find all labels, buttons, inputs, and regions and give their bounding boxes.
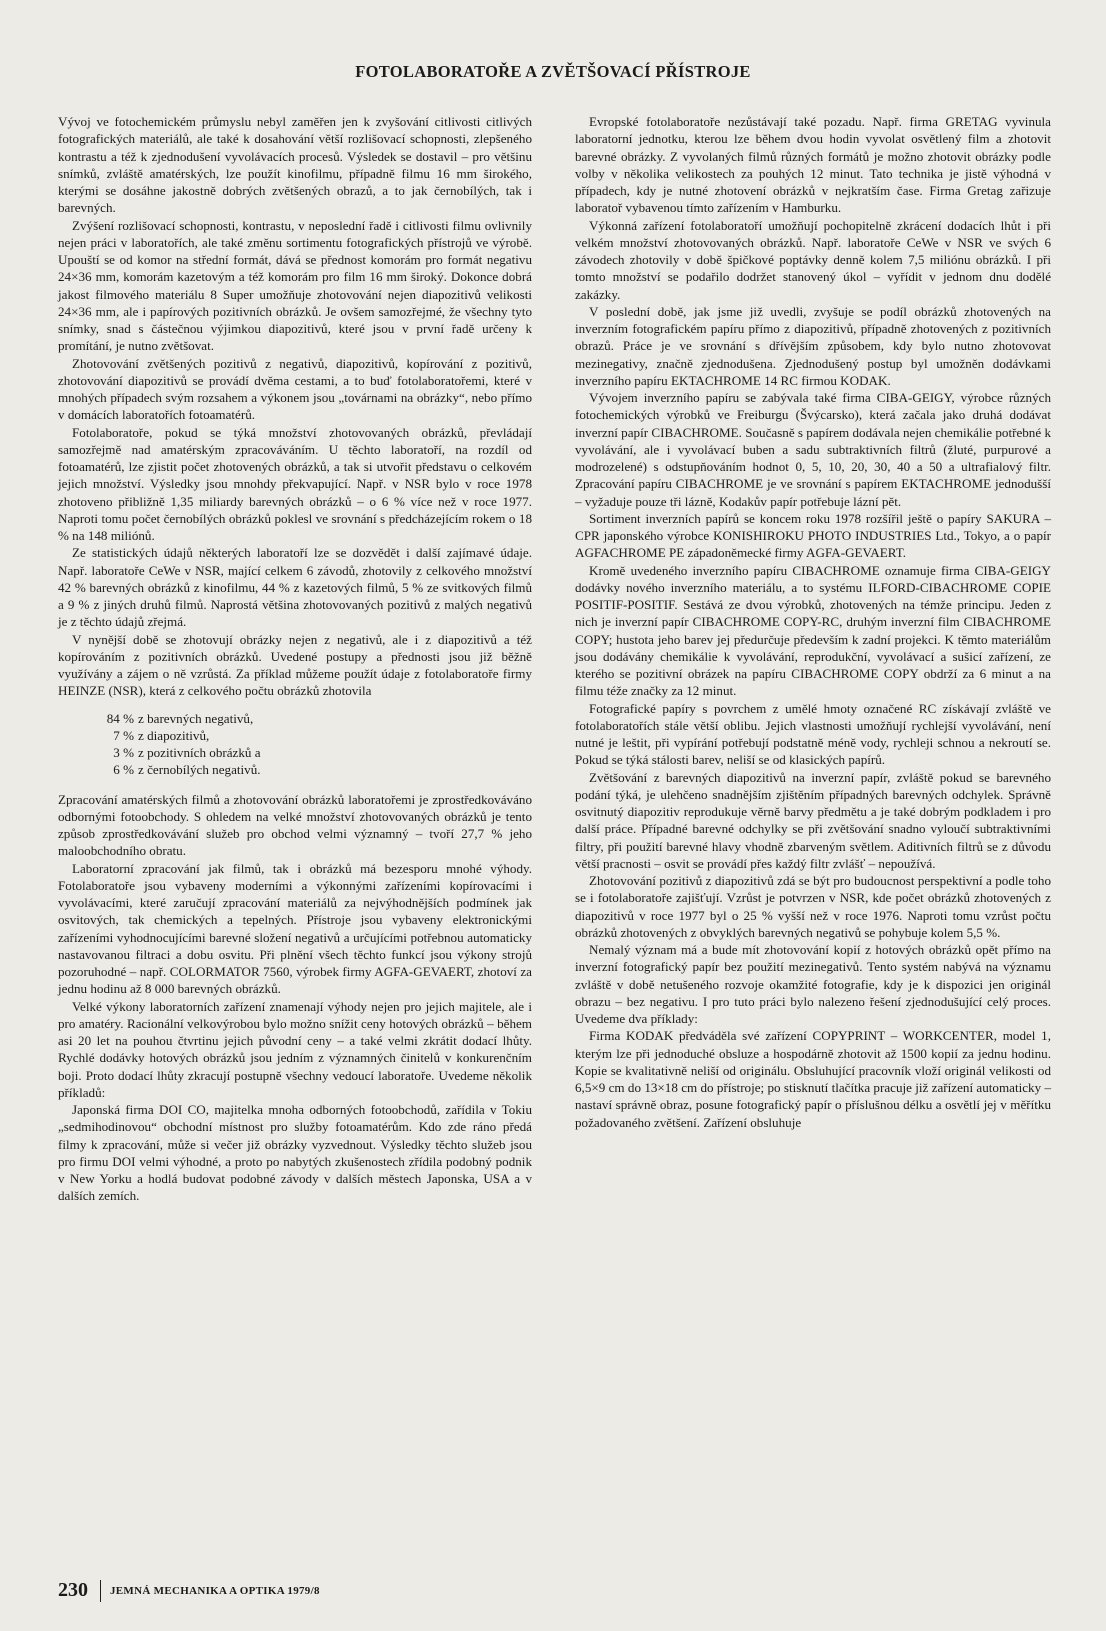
paragraph: Fotolaboratoře, pokud se týká množství zhotovovaných obrázků, převládají samozřejmě nad amatérským zpracováváním. U těchto laboratoří, na rozdíl od fotoamatérů, lze zjistit počet zhotovených obrázků, a tak si utvořit představu o celkovém jejich množství. Výsledky jsou mnohdy překvapující. Např. v NSR bylo v roce 1978 zhotoveno přibližně 1,35 miliardy barevných obrázků – o 6 % více než v roce 1977. Naproti tomu počet černobílých obrázků poklesl ve srovnání s předcházejícím rokem o 18 % na 148 miliónů. xyxy=(58,424,532,543)
paragraph: Vývoj ve fotochemickém průmyslu nebyl zaměřen jen k zvyšování citlivosti citlivých fotografických materiálů, ale také k dosahování větší rozlišovací schopnosti, zlepšeného kontrastu a též k zjednodušení vyvolávacích procesů. Výsledek se dostavil – pro většinu snímků, zvláště amatérských, lze použít kinofilmu, případně filmu 16 mm širokého, kterými se dosáhne jakostně dobrých zvětšených obrazů, a to jak černobílých, tak i barevných. xyxy=(58,114,532,216)
article-title: FOTOLABORATOŘE A ZVĚTŠOVACÍ PŘÍSTROJE xyxy=(355,62,751,81)
paragraph: Sortiment inverzních papírů se koncem roku 1978 rozšířil ještě o papíry SAKURA – CPR japonského výrobce KONISHIROKU PHOTO INDUSTRIES Ltd., Tokyo, a o papír AGFACHROME PE západoněmecké firmy AGFA-GEVAERT. xyxy=(575,510,1051,561)
paragraph: Firma KODAK předváděla své zařízení COPYPRINT – WORKCENTER, model 1, kterým lze při jednoduché obsluze a hospodárně zhotovit až 1500 kopií za jednu hodinu. Kopie se kvalitativně neliší od originálu. Obsluhující pracovník vloží originál velikosti od 6,5×9 cm do 13×18 cm do přístroje; po stisknutí tlačítka pracuje již zařízení automaticky – nastaví správně obraz, posune fotografický papír o příslušnou délku a osvětlí jej v měřítku požadovaného zvětšení. Zařízení obsluhuje xyxy=(575,1028,1051,1130)
paragraph: Ze statistických údajů některých laboratoří lze se dozvědět i další zajímavé údaje. Např. laboratoře CeWe v NSR, mající celkem 6 závodů, zhotovily z celkového množství 42 % barevných obrázků z kinofilmu, 44 % z kazetových filmů, 5 % ze svitkových filmů a 9 % z jiných druhů filmů. Naprostá většina zhotovovaných pozitivů z malých negativů je z těchto údajů zřejmá. xyxy=(58,545,532,630)
page-number: 230 xyxy=(58,1579,88,1601)
paragraph: Nemalý význam má a bude mít zhotovování kopií z hotových obrázků opět přímo na inverzní fotografický papír bez použití mezinegativů. Tento systém nabývá na významu zvláště v době netušeného rozvoje okamžité fotografie, kdy je k dispozici jen originál obrazu – bez negativu. I pro tuto práci bylo nalezeno řešení zjednodušující celý proces. Uvedeme dva příklady: xyxy=(575,942,1051,1026)
statistics-item xyxy=(76,710,532,727)
journal-name: JEMNÁ MECHANIKA A OPTIKA 1979/8 xyxy=(110,1584,320,1597)
paragraph: Vývojem inverzního papíru se zabývala také firma CIBA-GEIGY, výrobce různých fotochemických výrobků ve Freiburgu (Švýcarsko), která začala jako druhá dodávat inverzní papír CIBACHROME. Současně s papírem dodávala nejen chemikálie potřebné k vyvolávání, ale i vyvolávací buben a sadu subtraktivních filtrů (žluté, purpurové a modrozelené) s odstupňováním hodnot 0, 5, 10, 20, 30, 40 a 50 a ultrafialový filtr. Zpracování papíru CIBACHROME je ve srovnání s papírem EKTACHROME jednodušší – vyžaduje pouze tři lázně, Kodakův papír potřebuje lázní pět. xyxy=(575,390,1051,509)
paragraph: Fotografické papíry s povrchem z umělé hmoty označené RC získávají zvláště ve fotolaboratořích stále větší oblibu. Jejich vlastnosti umožňují rychlejší vyvolávání, není nutné je leštit, při vypírání potřebují podstatně méně vody, rychleji schnou a nekroutí se. Pokud se týká stálosti barev, neliší se od klasických papírů. xyxy=(575,700,1051,768)
paragraph: Zvětšování z barevných diapozitivů na inverzní papír, zvláště pokud se barevného podání týká, je ulehčeno snadnějším zjištěním případných barevných odchylek. Správně osvitnutý diapozitiv reprodukuje věrně barvy předmětu a je také dobrým podkladem i pro další práce. Případné barevné odchylky se při zvětšování snadno vyloučí subtraktivními filtry, při použití barevné hlavy vhodně zbarveným světlem. Aditivních filtrů se z důvodu větší pracnosti – osvit se provádí přes každý filtr zvlášť – nepoužívá. xyxy=(575,769,1051,871)
paragraph: Kromě uvedeného inverzního papíru CIBACHROME oznamuje firma CIBA-GEIGY dodávky nového inverzního materiálu, a to systému ILFORD-CIBACHROME COPIE POSITIF-POSITIF. Sestává ze dvou výrobků, zhotovených na témže principu. Jeden z nich je inverzní papír CIBACHROME COPY-RC, druhým inverzní film CIBACHROME COPY; hustota jeho barev jej předurčuje především k zadní projekci. K těmto materiálům jsou dodávány chemikálie k vyvolávání, reprodukční, vyvolávací a sušicí zařízení, ze kterého se pozitivní obrázek na papíru CIBACHROME COPY obdrží za 6 minut a na filmu téže značky za 12 minut. xyxy=(575,562,1051,699)
statistics-text: z barevných negativů, xyxy=(138,710,254,726)
statistics-text: z diapozitivů, xyxy=(138,727,210,743)
statistics-percent: 3 % xyxy=(113,745,134,760)
paragraph: Laboratorní zpracování jak filmů, tak i obrázků má bezesporu mnohé výhody. Fotolaboratoře jsou vybaveny moderními a výkonnými zařízeními kopírovacími i vyvolávacími, které zaručují zpracování materiálů za nejvýhodnějších podmínek jak osvitových, tak chemických a tepelných. Přístroje jsou vybaveny elektronickými zařízeními vyhodnocujícími barevné složení negativů a určujícími potřebnou automaticky nastavovanou filtraci a dobu osvitu. Při plnění všech těchto funkcí jsou výkony strojů pozoruhodné – např. COLORMATOR 7560, výrobek firmy AGFA-GEVAERT, zhotoví za jednu hodinu až 8 000 barevných obrázků. xyxy=(58,860,532,997)
left-column xyxy=(58,113,532,1205)
statistics-item xyxy=(76,727,532,744)
statistics-item xyxy=(76,744,532,761)
statistics-percent: 6 % xyxy=(113,762,134,778)
paragraph: Evropské fotolaboratoře nezůstávají také pozadu. Např. firma GRETAG vyvinula laboratorní jednotku, kterou lze během dvou hodin vyvolat osvětlený film a zhotovit barevné obrázky. Z vyvolaných filmů různých formátů je možno zhotovit obrázky podle volby v několika velikostech za pouhých 12 minut. Tato technika je jistě výhodná v případech, kdy je nutné zhotovení obrázků v nejkratším čase. Firma Gretag zařizuje laboratoř vybavenou tímto zařízením v Hamburku. xyxy=(575,114,1051,216)
paragraph: Výkonná zařízení fotolaboratoří umožňují pochopitelně zkrácení dodacích lhůt i při velkém množství zhotovovaných obrázků. Např. laboratoře CeWe v NSR ve svých 6 závodech zhotovily v době špičkové poptávky denně kolem 7,5 miliónu obrázků. I při tomto množství se podařilo dodržet stanovený úkol – vyřídit v jednom dnu dodělé zakázky. xyxy=(575,217,1051,302)
statistics-text: z černobílých negativů. xyxy=(138,762,261,778)
paragraph: Zvýšení rozlišovací schopnosti, kontrastu, v neposlední řadě i citlivosti filmu ovlivnily nejen práci v laboratořích, ale také změnu sortimentu fotografických přístrojů ve výrobě. Upouští se od komor na střední formát, dává se přednost komorám pro formát negativu 24×36 mm, komorám kazetovým a též komorám pro film 16 mm široký. Dokonce dobrá jakost filmového materiálu 8 Super umožňuje zhotovování nejen diapozitivů velikosti 24×36 mm, ale i papírových pozitivních obrázků. Je ovšem samozřejmé, že všechny tyto snímky, snad s částečnou výjimkou diapozitivů, které jsou v první řadě určeny k promítání, je nutno zvětšovat. xyxy=(58,217,532,354)
statistics-list xyxy=(76,710,532,779)
paragraph: Zhotovování zvětšených pozitivů z negativů, diapozitivů, kopírování z pozitivů, zhotovování diapozitivů se provádí dvěma cestami, a to buď fotolaboratořemi, které v mnohých případech svým rozsahem a výkonem jsou „továrnami na obrázky“, nebo přímo v domácích laboratořích fotoamatérů. xyxy=(58,355,532,423)
right-column xyxy=(575,113,1051,1131)
paragraph: Japonská firma DOI CO, majitelka mnoha odborných fotoobchodů, zařídila v Tokiu „sedmihodinovou“ obchodní místnost pro služby fotoamatérům. Kdo zde ráno předá filmy k zpracování, může si večer již obrázky vyzvednout. Výsledky těchto služeb jsou pro firmu DOI velmi výhodné, a proto po nabytých zkušenostech zřídila podobný podnik v New Yorku a hodlá budovat podobné závody v dalších městech Japonska, USA a v dalších zemích. xyxy=(58,1102,532,1204)
statistics-text: z pozitivních obrázků a xyxy=(138,745,261,760)
paragraph: Velké výkony laboratorních zařízení znamenají výhody nejen pro jejich majitele, ale i pro amatéry. Racionální velkovýrobou bylo možno snížit ceny hotových obrázků – během asi 20 let na pouhou čtvrtinu jejich původní ceny – a také velmi zkrátit dodací lhůty. Rychlé dodávky hotových obrázků jsou jedním z významných činitelů v konkurenčním boji. Proto dodací lhůty zkracují postupně všechny vedoucí laboratoře. Uvedeme několik příkladů: xyxy=(58,998,532,1100)
paragraph: Zpracování amatérských filmů a zhotovování obrázků laboratořemi je zprostředkováváno odbornými fotoobchody. S ohledem na velké množství zhotovovaných obrázků je tento způsob zprostředkovávání služeb pro obchod velmi významný – tvoří 27,7 % jeho maloobchodního obratu. xyxy=(58,791,532,859)
paragraph: V poslední době, jak jsme již uvedli, zvyšuje se podíl obrázků zhotovených na inverzním fotografickém papíru přímo z diapozitivů, případně zhotovených z pozitivních obrazů. Práce je ve srovnání s dřívějším způsobem, kdy bylo nutno zhotovovat mezinegativy, značně zjednodušena. Zjednodušený postup byl umožněn dodávkami inverzního papíru EKTACHROME 14 RC firmou KODAK. xyxy=(575,303,1051,388)
paragraph: Zhotovování pozitivů z diapozitivů zdá se být pro budoucnost perspektivní a podle toho se i fotolaboratoře zajišťují. Vzrůst je potvrzen v NSR, kde počet obrázků zhotovených z diapozitivů v roce 1977 byl o 25 % vyšší než v roce 1976. Naproti tomu vzrůst počtu obrázků zhotovených z obvyklých barevných negativů se pohybuje kolem 5,5 %. xyxy=(575,873,1051,940)
statistics-item xyxy=(76,761,532,778)
paragraph: V nynější době se zhotovují obrázky nejen z negativů, ale i z diapozitivů a též kopírováním z pozitivních obrázků. Uvedené postupy a přednosti jsou již běžně využívány a zájem o ně vzrůstá. Za příklad můžeme použít údaje z fotolaboratoře firmy HEINZE (NSR), která z celkového počtu obrázků zhotovila xyxy=(58,631,532,699)
statistics-percent: 84 % xyxy=(106,710,134,726)
statistics-percent: 7 % xyxy=(113,727,134,743)
footer-divider xyxy=(100,1580,101,1602)
page-footer xyxy=(58,1579,320,1602)
